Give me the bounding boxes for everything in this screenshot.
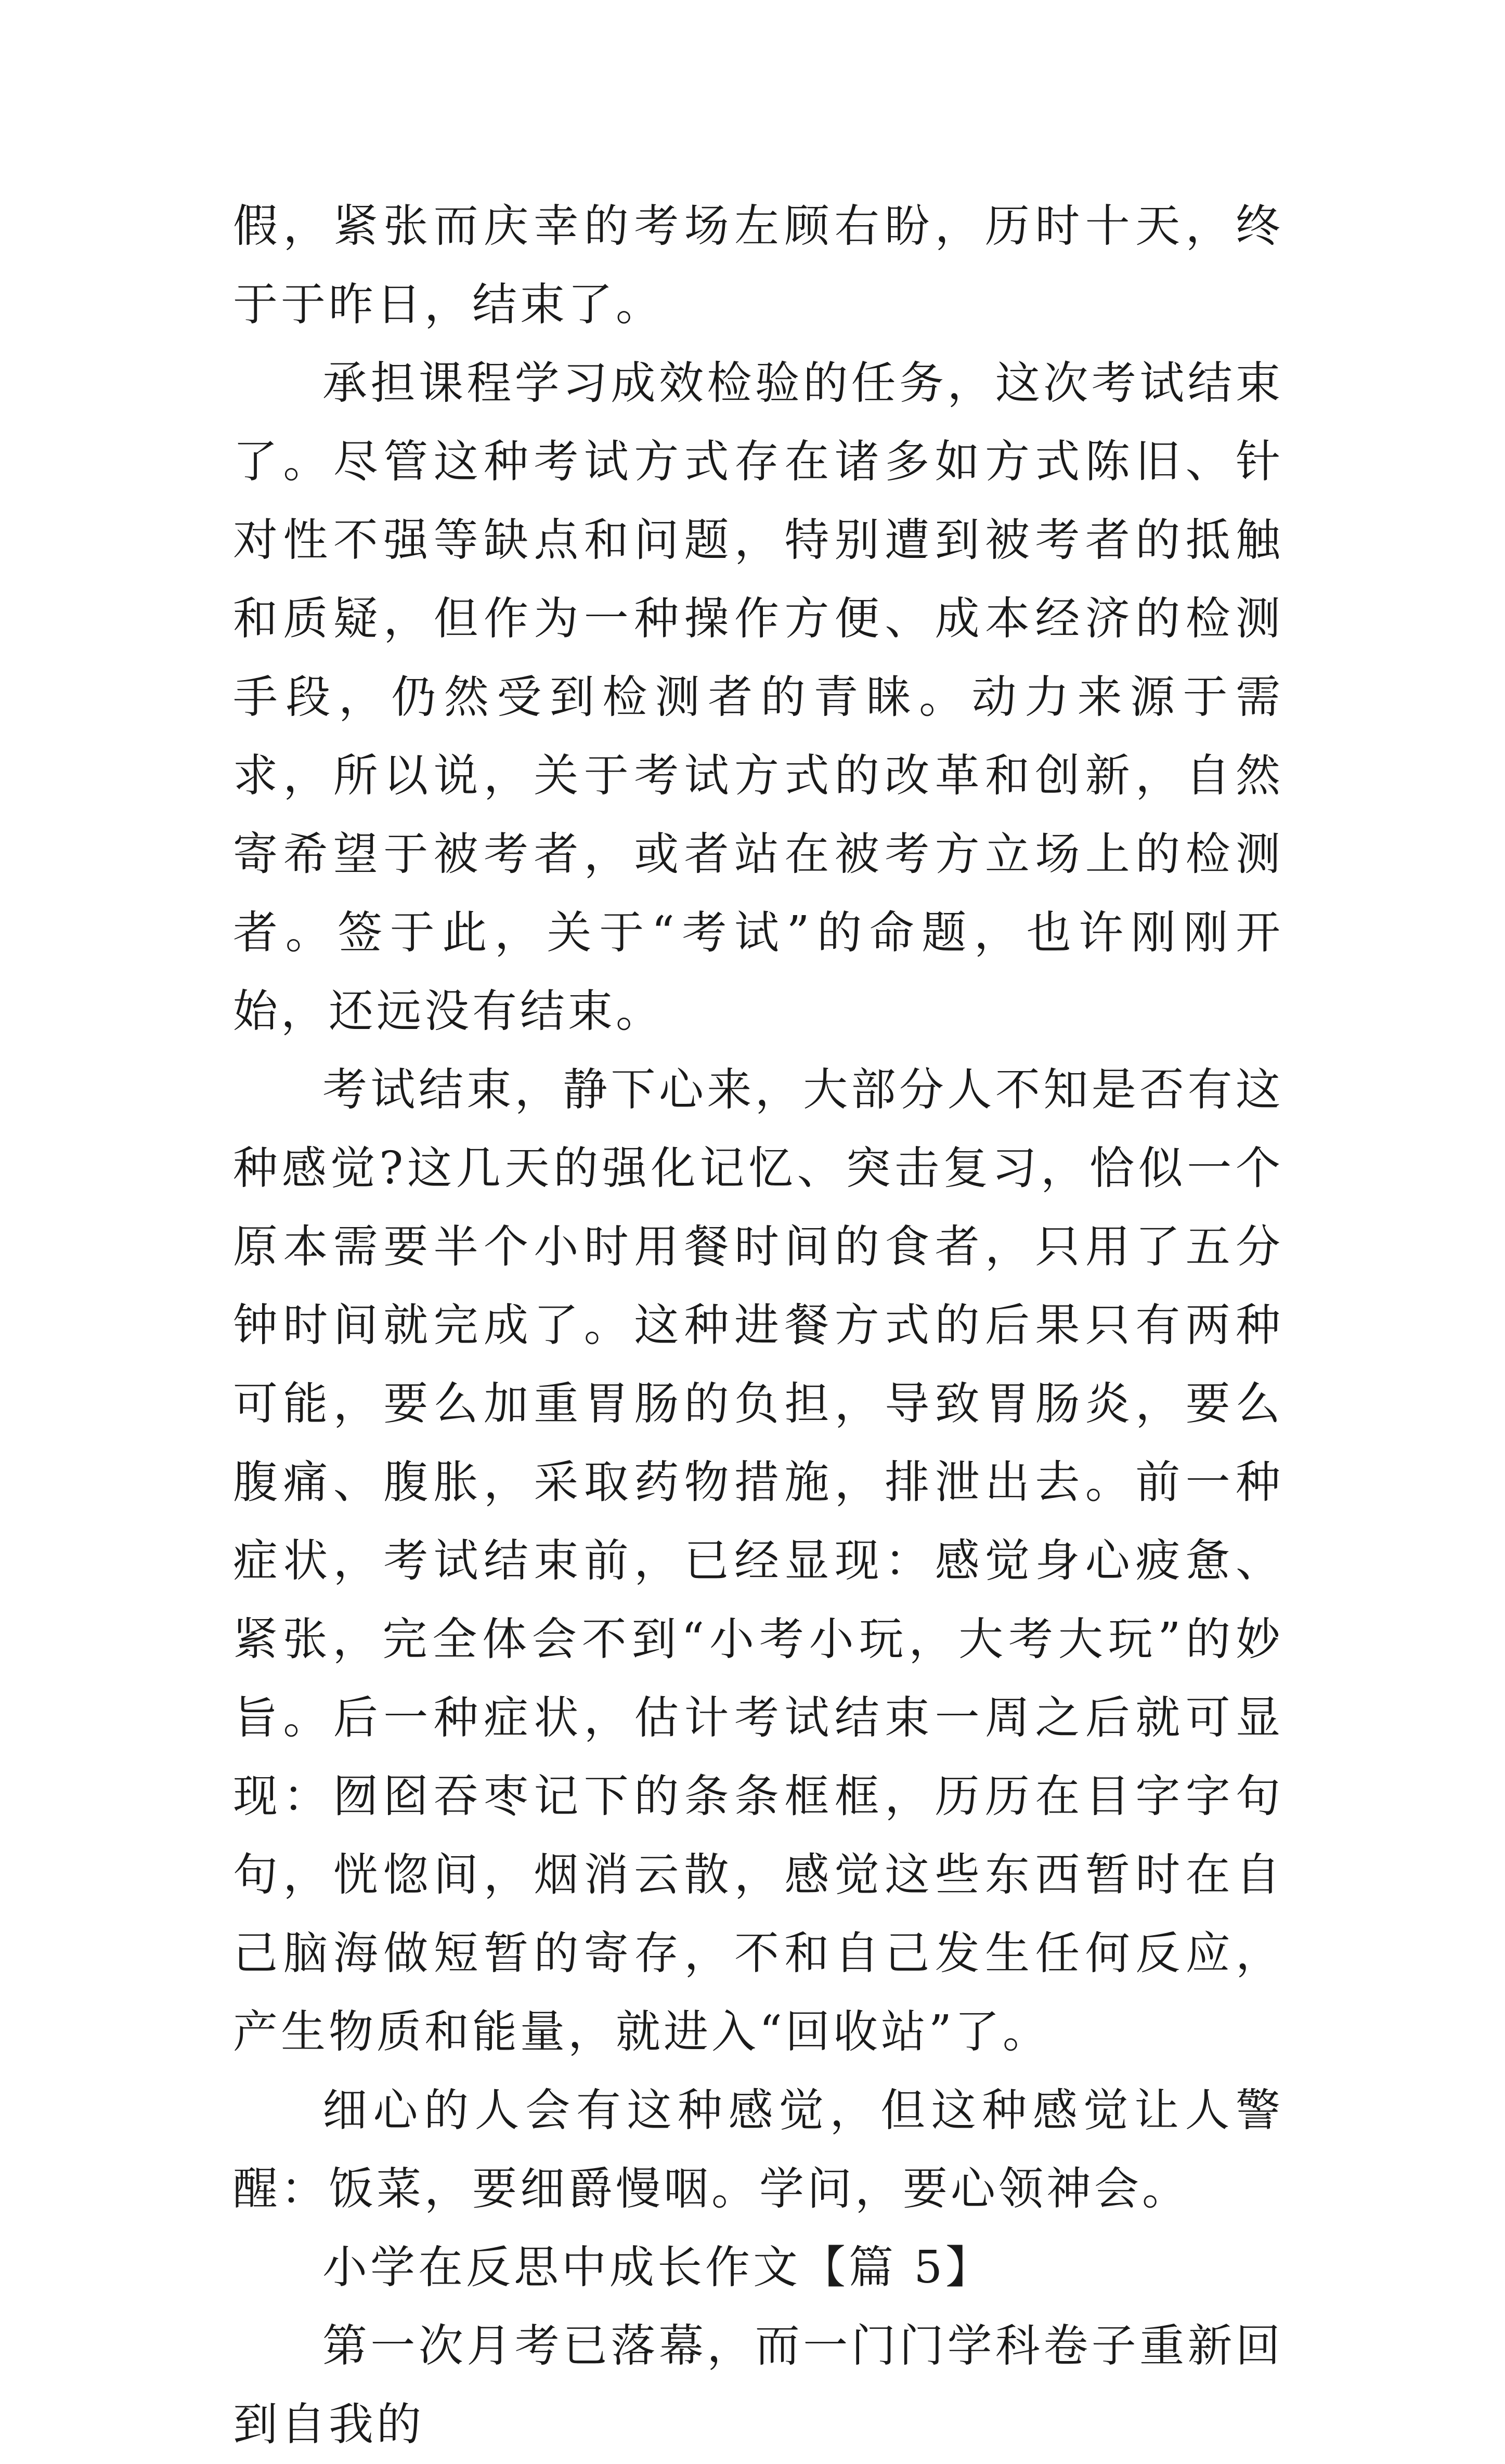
document-body xyxy=(233,187,1283,2464)
section-heading: 小学在反思中成长作文【篇 5】 xyxy=(322,2241,994,2293)
paragraph-monthly-exam: 第一次月考已落幕，而一门门学科卷子重新回到自我的 xyxy=(233,2320,1283,2450)
paragraph-careful-people: 细心的人会有这种感觉，但这种感觉让人警醒：饭菜，要细爵慢咽。学问，要心领神会。 xyxy=(233,2084,1283,2215)
paragraph-exam-feeling: 考试结束，静下心来，大部分人不知是否有这种感觉?这几天的强化记忆、突击复习，恰似一个原本需要半个小时用餐时间的食者，只用了五分钟时间就完成了。这种进餐方式的后果只有两种可能，要么加重胃肠的负担，导致胃肠炎，要么腹痛、腹胀，采取药物措施，排泄出去。前一种症状，考试结束前，已经显现：感觉身心疲惫、紧张，完全体会不到“小考小玩，大考大玩”的妙旨。后一种症状，估计考试结束一周之后就可显现：囫囵吞枣记下的条条框框，历历在目字字句句，恍惚间，烟消云散，感觉这些东西暂时在自己脑海做短暂的寄存，不和自己发生任何反应，产生物质和能量，就进入“回收站”了。 xyxy=(233,1064,1283,2058)
paragraph-continuation: 假，紧张而庆幸的考场左顾右盼，历时十天，终于于昨日，结束了。 xyxy=(233,200,1283,331)
paragraph-exam-task: 承担课程学习成效检验的任务，这次考试结束了。尽管这种考试方式存在诸多如方式陈旧、针对性不强等缺点和问题，特别遭到被考者的抵触和质疑，但作为一种操作方便、成本经济的检测手段，仍然受到检测者的青睐。动力来源于需求，所以说，关于考试方式的改革和创新，自然寄希望于被考者，或者站在被考方立场上的检测者。签于此，关于“考试”的命题，也许刚刚开始，还远没有结束。 xyxy=(233,357,1283,1037)
